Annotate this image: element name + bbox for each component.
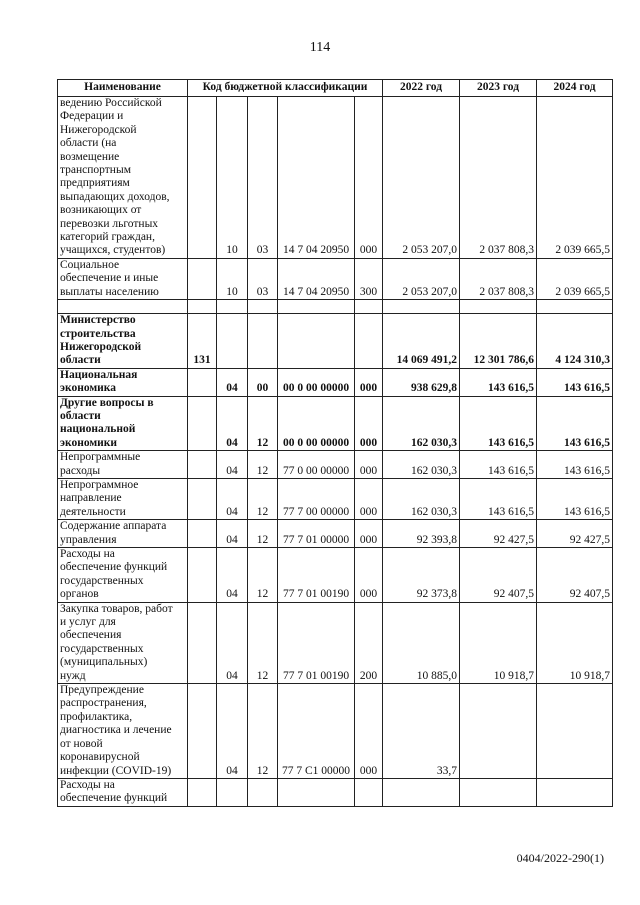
subsection-code-cell: 12 [248, 478, 278, 519]
amount-2024-cell: 4 124 310,3 [537, 314, 613, 369]
amount-2023-cell: 2 037 808,3 [460, 258, 537, 299]
row-name-cell: Предупреждение распространения, профилактика, диагностика и лечение от новой коронавирусной инфекции (COVID-19) [58, 684, 188, 779]
expense-type-cell: 000 [355, 548, 383, 603]
table-row [58, 778, 613, 806]
ministry-code-cell [188, 778, 217, 806]
subsection-code-cell [248, 314, 278, 369]
amount-2023-cell: 92 407,5 [460, 548, 537, 603]
amount-2022-cell: 33,7 [383, 684, 460, 779]
section-code-cell: 04 [217, 548, 248, 603]
table-row [58, 548, 613, 603]
row-name-cell: Социальное обеспечение и иные выплаты населению [58, 258, 188, 299]
subsection-code-cell: 12 [248, 396, 278, 451]
header-name: Наименование [58, 80, 188, 97]
amount-2023-cell [460, 300, 537, 314]
table-row [58, 258, 613, 299]
expense-type-cell: 000 [355, 451, 383, 479]
section-code-cell: 04 [217, 520, 248, 548]
table-header-row [58, 80, 613, 97]
amount-2023-cell: 143 616,5 [460, 396, 537, 451]
row-name-cell: Расходы на обеспечение функций [58, 778, 188, 806]
expense-type-cell: 000 [355, 520, 383, 548]
amount-2024-cell: 2 039 665,5 [537, 258, 613, 299]
ministry-code-cell [188, 451, 217, 479]
amount-2022-cell: 14 069 491,2 [383, 314, 460, 369]
expense-type-cell [355, 778, 383, 806]
section-code-cell [217, 778, 248, 806]
amount-2022-cell: 92 393,8 [383, 520, 460, 548]
row-name-cell: Непрограммные расходы [58, 451, 188, 479]
table-row [58, 602, 613, 683]
row-name-cell: Другие вопросы в области национальной экономики [58, 396, 188, 451]
amount-2022-cell: 2 053 207,0 [383, 97, 460, 259]
amount-2024-cell: 2 039 665,5 [537, 97, 613, 259]
expense-type-cell [355, 300, 383, 314]
expense-type-cell: 000 [355, 396, 383, 451]
page-number: 114 [309, 40, 331, 55]
amount-2022-cell: 162 030,3 [383, 396, 460, 451]
subsection-code-cell: 00 [248, 368, 278, 396]
subsection-code-cell: 12 [248, 520, 278, 548]
row-name-cell: Национальная экономика [58, 368, 188, 396]
subsection-code-cell: 12 [248, 684, 278, 779]
expense-type-cell: 000 [355, 478, 383, 519]
section-code-cell: 04 [217, 602, 248, 683]
table-row [58, 451, 613, 479]
ministry-code-cell [188, 520, 217, 548]
amount-2024-cell [537, 300, 613, 314]
subsection-code-cell: 12 [248, 548, 278, 603]
row-name-cell: Непрограммное направление деятельности [58, 478, 188, 519]
target-article-cell [278, 300, 355, 314]
header-2024: 2024 год [537, 80, 613, 97]
amount-2024-cell: 143 616,5 [537, 368, 613, 396]
amount-2023-cell: 10 918,7 [460, 602, 537, 683]
target-article-cell: 77 7 01 00190 [278, 602, 355, 683]
table-row [58, 396, 613, 451]
ministry-code-cell [188, 300, 217, 314]
row-name-cell: Содержание аппарата управления [58, 520, 188, 548]
subsection-code-cell [248, 300, 278, 314]
table-body [58, 97, 613, 807]
amount-2022-cell: 162 030,3 [383, 478, 460, 519]
document-code: 0404/2022-290(1) [516, 851, 604, 865]
target-article-cell: 00 0 00 00000 [278, 396, 355, 451]
header-2023: 2023 год [460, 80, 537, 97]
ministry-code-cell [188, 258, 217, 299]
target-article-cell: 77 0 00 00000 [278, 451, 355, 479]
section-code-cell: 04 [217, 451, 248, 479]
amount-2024-cell: 143 616,5 [537, 478, 613, 519]
target-article-cell: 00 0 00 00000 [278, 368, 355, 396]
section-code-cell: 04 [217, 478, 248, 519]
amount-2024-cell [537, 778, 613, 806]
table-row [58, 684, 613, 779]
amount-2023-cell: 143 616,5 [460, 451, 537, 479]
amount-2024-cell: 143 616,5 [537, 396, 613, 451]
section-code-cell: 04 [217, 396, 248, 451]
section-code-cell: 04 [217, 368, 248, 396]
expense-type-cell: 000 [355, 684, 383, 779]
target-article-cell: 14 7 04 20950 [278, 97, 355, 259]
amount-2022-cell: 10 885,0 [383, 602, 460, 683]
header-budget-code: Код бюджетной классификации [188, 80, 383, 97]
target-article-cell [278, 314, 355, 369]
amount-2024-cell [537, 684, 613, 779]
amount-2023-cell: 92 427,5 [460, 520, 537, 548]
expense-type-cell: 000 [355, 368, 383, 396]
budget-table [57, 79, 613, 807]
amount-2023-cell [460, 778, 537, 806]
table-row [58, 97, 613, 259]
amount-2024-cell: 143 616,5 [537, 451, 613, 479]
target-article-cell: 14 7 04 20950 [278, 258, 355, 299]
header-2022: 2022 год [383, 80, 460, 97]
ministry-code-cell [188, 478, 217, 519]
row-name-cell: Закупка товаров, работ и услуг для обеспечения государственных (муниципальных) нужд [58, 602, 188, 683]
amount-2022-cell: 938 629,8 [383, 368, 460, 396]
amount-2022-cell: 162 030,3 [383, 451, 460, 479]
amount-2024-cell: 92 407,5 [537, 548, 613, 603]
row-name-cell: Расходы на обеспечение функций государственных органов [58, 548, 188, 603]
amount-2023-cell: 143 616,5 [460, 478, 537, 519]
target-article-cell: 77 7 00 00000 [278, 478, 355, 519]
expense-type-cell: 200 [355, 602, 383, 683]
expense-type-cell: 000 [355, 97, 383, 259]
amount-2023-cell [460, 684, 537, 779]
row-name-cell: ведению Российской Федерации и Нижегородской области (на возмещение транспортным предприятиям выпадающих доходов, возникающих от перевозки льготных категорий граждан, учащихся, студентов) [58, 97, 188, 259]
ministry-code-cell [188, 396, 217, 451]
ministry-code-cell [188, 602, 217, 683]
target-article-cell [278, 778, 355, 806]
ministry-code-cell: 131 [188, 314, 217, 369]
ministry-code-cell [188, 97, 217, 259]
table-row [58, 478, 613, 519]
table-row [58, 314, 613, 369]
amount-2024-cell: 92 427,5 [537, 520, 613, 548]
amount-2024-cell: 10 918,7 [537, 602, 613, 683]
row-name-cell: Министерство строительства Нижегородской области [58, 314, 188, 369]
amount-2023-cell: 12 301 786,6 [460, 314, 537, 369]
subsection-code-cell: 03 [248, 258, 278, 299]
target-article-cell: 77 7 C1 00000 [278, 684, 355, 779]
amount-2022-cell [383, 300, 460, 314]
section-code-cell: 10 [217, 258, 248, 299]
table-row [58, 520, 613, 548]
subsection-code-cell: 12 [248, 451, 278, 479]
ministry-code-cell [188, 548, 217, 603]
spacer-row [58, 300, 613, 314]
amount-2022-cell [383, 778, 460, 806]
section-code-cell [217, 300, 248, 314]
table-row [58, 368, 613, 396]
expense-type-cell [355, 314, 383, 369]
section-code-cell: 10 [217, 97, 248, 259]
ministry-code-cell [188, 684, 217, 779]
amount-2022-cell: 92 373,8 [383, 548, 460, 603]
ministry-code-cell [188, 368, 217, 396]
target-article-cell: 77 7 01 00190 [278, 548, 355, 603]
amount-2023-cell: 143 616,5 [460, 368, 537, 396]
subsection-code-cell [248, 778, 278, 806]
amount-2022-cell: 2 053 207,0 [383, 258, 460, 299]
subsection-code-cell: 12 [248, 602, 278, 683]
subsection-code-cell: 03 [248, 97, 278, 259]
expense-type-cell: 300 [355, 258, 383, 299]
section-code-cell: 04 [217, 684, 248, 779]
amount-2023-cell: 2 037 808,3 [460, 97, 537, 259]
target-article-cell: 77 7 01 00000 [278, 520, 355, 548]
section-code-cell [217, 314, 248, 369]
row-name-cell [58, 300, 188, 314]
